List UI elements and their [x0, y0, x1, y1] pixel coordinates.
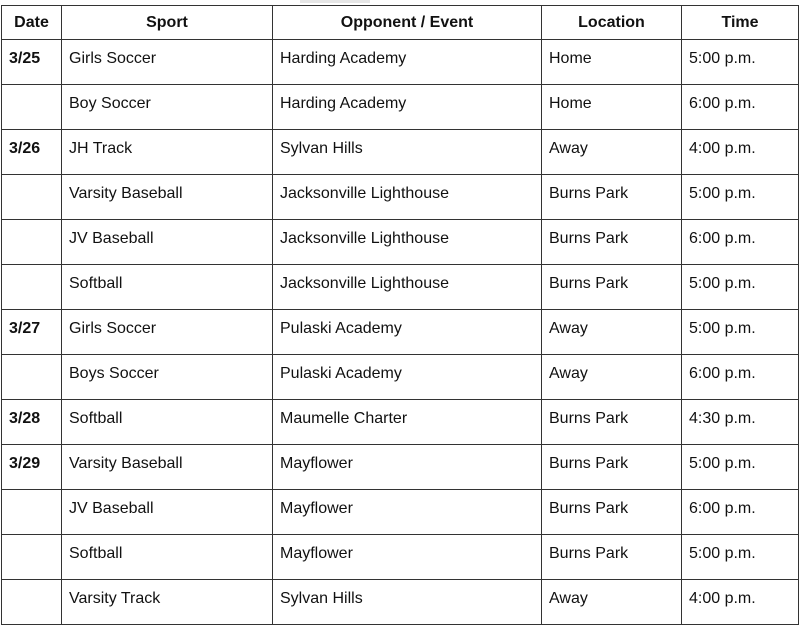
opponent-cell: Harding Academy: [273, 85, 542, 130]
sport-cell: JV Baseball: [62, 490, 273, 535]
table-row: [2, 220, 799, 265]
time-cell: 6:00 p.m.: [682, 490, 799, 535]
date-cell: [2, 535, 62, 580]
opponent-cell: Pulaski Academy: [273, 355, 542, 400]
header-row: [2, 6, 799, 40]
opponent-cell: Mayflower: [273, 490, 542, 535]
location-cell: Burns Park: [542, 265, 682, 310]
table-row: [2, 445, 799, 490]
sport-cell: Girls Soccer: [62, 40, 273, 85]
schedule-table: [1, 5, 799, 625]
table-row: [2, 400, 799, 445]
sport-cell: Girls Soccer: [62, 310, 273, 355]
sport-cell: Softball: [62, 400, 273, 445]
location-cell: Burns Park: [542, 175, 682, 220]
time-cell: 5:00 p.m.: [682, 445, 799, 490]
table-row: [2, 40, 799, 85]
header-sport: Sport: [62, 6, 273, 40]
opponent-cell: Jacksonville Lighthouse: [273, 265, 542, 310]
header-time: Time: [682, 6, 799, 40]
date-cell: 3/28: [2, 400, 62, 445]
table-row: [2, 580, 799, 625]
location-cell: Burns Park: [542, 445, 682, 490]
sport-cell: Varsity Baseball: [62, 175, 273, 220]
sport-cell: Varsity Track: [62, 580, 273, 625]
date-cell: [2, 85, 62, 130]
table-row: [2, 85, 799, 130]
date-cell: [2, 175, 62, 220]
opponent-cell: Maumelle Charter: [273, 400, 542, 445]
opponent-cell: Mayflower: [273, 445, 542, 490]
location-cell: Home: [542, 85, 682, 130]
date-cell: 3/27: [2, 310, 62, 355]
location-cell: Away: [542, 355, 682, 400]
sport-cell: Softball: [62, 265, 273, 310]
time-cell: 6:00 p.m.: [682, 85, 799, 130]
table-row: [2, 310, 799, 355]
table-row: [2, 130, 799, 175]
time-cell: 5:00 p.m.: [682, 535, 799, 580]
sport-cell: Boys Soccer: [62, 355, 273, 400]
time-cell: 4:30 p.m.: [682, 400, 799, 445]
date-cell: 3/29: [2, 445, 62, 490]
location-cell: Burns Park: [542, 220, 682, 265]
time-cell: 4:00 p.m.: [682, 580, 799, 625]
sport-cell: Varsity Baseball: [62, 445, 273, 490]
time-cell: 5:00 p.m.: [682, 310, 799, 355]
sport-cell: Softball: [62, 535, 273, 580]
cropped-title-remnant: [300, 0, 370, 3]
time-cell: 6:00 p.m.: [682, 220, 799, 265]
sport-cell: JV Baseball: [62, 220, 273, 265]
date-cell: [2, 220, 62, 265]
table-row: [2, 175, 799, 220]
date-cell: 3/25: [2, 40, 62, 85]
location-cell: Away: [542, 130, 682, 175]
time-cell: 5:00 p.m.: [682, 40, 799, 85]
location-cell: Burns Park: [542, 490, 682, 535]
date-cell: [2, 580, 62, 625]
sport-cell: Boy Soccer: [62, 85, 273, 130]
time-cell: 5:00 p.m.: [682, 265, 799, 310]
time-cell: 6:00 p.m.: [682, 355, 799, 400]
time-cell: 5:00 p.m.: [682, 175, 799, 220]
table-row: [2, 535, 799, 580]
table-row: [2, 265, 799, 310]
date-cell: [2, 355, 62, 400]
date-cell: [2, 265, 62, 310]
location-cell: Burns Park: [542, 535, 682, 580]
header-date: Date: [2, 6, 62, 40]
time-cell: 4:00 p.m.: [682, 130, 799, 175]
opponent-cell: Mayflower: [273, 535, 542, 580]
header-opponent: Opponent / Event: [273, 6, 542, 40]
opponent-cell: Harding Academy: [273, 40, 542, 85]
date-cell: 3/26: [2, 130, 62, 175]
table-row: [2, 490, 799, 535]
date-cell: [2, 490, 62, 535]
opponent-cell: Jacksonville Lighthouse: [273, 175, 542, 220]
table-row: [2, 355, 799, 400]
location-cell: Burns Park: [542, 400, 682, 445]
opponent-cell: Sylvan Hills: [273, 580, 542, 625]
sport-cell: JH Track: [62, 130, 273, 175]
opponent-cell: Pulaski Academy: [273, 310, 542, 355]
header-location: Location: [542, 6, 682, 40]
opponent-cell: Sylvan Hills: [273, 130, 542, 175]
location-cell: Away: [542, 580, 682, 625]
location-cell: Away: [542, 310, 682, 355]
location-cell: Home: [542, 40, 682, 85]
opponent-cell: Jacksonville Lighthouse: [273, 220, 542, 265]
